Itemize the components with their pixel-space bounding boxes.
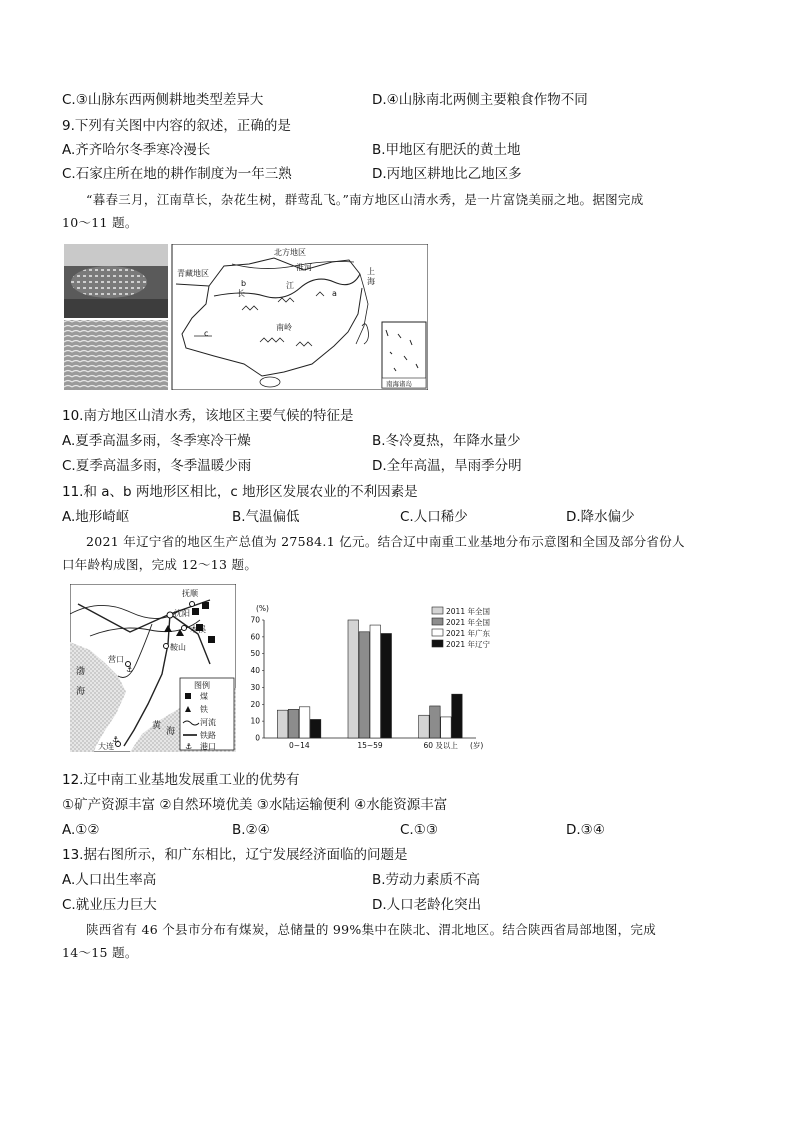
label-a: a — [332, 289, 337, 298]
chart-legend-swatch — [432, 607, 443, 614]
q9-option-b: B.甲地区有肥沃的黄土地 — [372, 142, 521, 158]
q11-stem: 11.和 a、b 两地形区相比，c 地形区发展农业的不利因素是 — [62, 484, 418, 500]
chart-x-tick-label: 0~14 — [289, 741, 310, 750]
label-shenyang: 沈阳 — [174, 609, 190, 618]
label-nanling: 南岭 — [276, 323, 292, 332]
passage2-line2: 口年龄构成图，完成 12～13 题。 — [62, 557, 258, 572]
q13-option-b: B.劳动力素质不高 — [372, 872, 481, 888]
q9-stem: 9.下列有关图中内容的叙述，正确的是 — [62, 118, 291, 134]
chart-legend-label: 2011 年全国 — [446, 607, 490, 616]
label-jiang: 江 — [286, 281, 294, 290]
q10-stem: 10.南方地区山清水秀，该地区主要气候的特征是 — [62, 408, 354, 424]
chart-x-tick-label: 60 及以上 — [423, 741, 458, 750]
legend-railway: 铁路 — [200, 731, 216, 740]
passage3-line2: 14～15 题。 — [62, 945, 138, 960]
age-chart-svg — [246, 600, 514, 756]
south-china-svg — [64, 244, 428, 390]
q10-option-a: A.夏季高温多雨，冬季寒冷干燥 — [62, 433, 251, 449]
label-qingzang: 青藏地区 — [177, 269, 209, 278]
terrace-photo — [64, 320, 168, 390]
label-anshan: 鞍山 — [170, 643, 186, 652]
chart-bar — [381, 633, 392, 738]
q10-option-d: D.全年高温，旱雨季分明 — [372, 458, 522, 474]
label-shanghai-2: 海 — [367, 277, 375, 286]
chart-bar — [277, 710, 288, 738]
anchor-icon: ⚓ — [185, 742, 193, 751]
passage2-line1: 2021 年辽宁省的地区生产总值为 27584.1 亿元。结合辽中南重工业基地分布示意图和全国及部分省份人 — [86, 534, 685, 549]
port-icon: ⚓ — [112, 735, 120, 744]
q12-option-a: A.①② — [62, 822, 100, 838]
passage1-line2: 10～11 题。 — [62, 215, 138, 230]
chart-bar — [370, 625, 381, 738]
chart-y-tick-label: 30 — [250, 682, 260, 692]
label-yingkou: 营口 — [108, 655, 124, 664]
legend-port: 港口 — [200, 742, 216, 751]
q13-option-c: C.就业压力巨大 — [62, 897, 157, 913]
chart-bar — [430, 706, 441, 738]
q12-choices: ①矿产资源丰富 ②自然环境优美 ③水陆运输便利 ④水能资源丰富 — [62, 797, 448, 813]
coal-icon — [185, 693, 191, 699]
q9-option-a: A.齐齐哈尔冬季寒冷漫长 — [62, 142, 211, 158]
chart-bar — [441, 717, 452, 738]
chart-legend-swatch — [432, 640, 443, 647]
q9-option-c: C.石家庄所在地的耕作制度为一年三熟 — [62, 166, 292, 182]
chart-x-unit: (岁) — [470, 741, 484, 750]
label-huang: 黄 — [152, 721, 162, 731]
legend-river: 河流 — [200, 718, 216, 727]
age-structure-chart — [246, 600, 514, 756]
liaoning-map-svg — [70, 584, 236, 752]
chart-y-tick-label: 50 — [250, 649, 260, 659]
q11-option-d: D.降水偏少 — [566, 509, 635, 525]
q8-option-c: C.③山脉东西两侧耕地类型差异大 — [62, 92, 264, 108]
label-c: c — [204, 329, 209, 338]
q11-option-c: C.人口稀少 — [400, 509, 468, 525]
chart-bar — [419, 715, 430, 738]
chart-y-unit: (%) — [256, 604, 269, 613]
chart-y-tick-label: 10 — [250, 716, 260, 726]
passage3-line1: 陕西省有 46 个县市分布有煤炭，总储量的 99%集中在陕北、渭北地区。结合陕西省局部地图，完成 — [86, 922, 657, 937]
label-hai2: 海 — [166, 727, 176, 737]
label-bo: 渤 — [76, 667, 86, 677]
chart-bar — [452, 694, 463, 738]
q13-stem: 13.据右图所示，和广东相比，辽宁发展经济面临的问题是 — [62, 847, 408, 863]
q12-option-d: D.③④ — [566, 822, 605, 838]
legend-iron: 铁 — [200, 705, 208, 714]
label-shanghai-1: 上 — [367, 267, 375, 276]
q11-option-b: B.气温偏低 — [232, 509, 300, 525]
chart-legend-label: 2021 年辽宁 — [446, 640, 490, 649]
chart-bar — [348, 620, 359, 738]
chart-bar — [310, 719, 321, 738]
q13-option-a: A.人口出生率高 — [62, 872, 157, 888]
chart-x-tick-label: 15~59 — [357, 741, 383, 750]
chart-y-tick-label: 40 — [250, 666, 260, 676]
chart-bar — [359, 632, 370, 738]
chart-legend-label: 2021 年全国 — [446, 618, 490, 627]
chart-legend-swatch — [432, 629, 443, 636]
chart-bar — [299, 707, 310, 738]
label-north-region: 北方地区 — [274, 248, 306, 257]
liaoning-map-figure — [70, 584, 236, 752]
q11-option-a: A.地形崎岖 — [62, 509, 130, 525]
q10-option-b: B.冬冷夏热，年降水量少 — [372, 433, 521, 449]
label-chang: 长 — [237, 289, 245, 298]
chart-y-tick-label: 70 — [250, 615, 260, 625]
legend-title: 图例 — [194, 681, 210, 690]
port-icon: ⚓ — [126, 665, 134, 674]
legend-coal: 煤 — [200, 692, 208, 701]
label-b: b — [241, 279, 247, 288]
label-fushun: 抚顺 — [182, 589, 198, 598]
q12-option-c: C.①③ — [400, 822, 438, 838]
chart-bar — [288, 709, 299, 738]
q12-option-b: B.②④ — [232, 822, 270, 838]
q10-option-c: C.夏季高温多雨，冬季温暖少雨 — [62, 458, 252, 474]
label-hai: 海 — [76, 687, 86, 697]
chart-legend-swatch — [432, 618, 443, 625]
chart-y-tick-label: 60 — [250, 632, 260, 642]
q9-option-d: D.丙地区耕地比乙地区多 — [372, 166, 522, 182]
label-huaihe: 淮河 — [296, 263, 312, 272]
chart-legend-label: 2021 年广东 — [446, 629, 490, 638]
label-nanhai: 南海诸岛 — [386, 380, 412, 388]
label-benxi: 本溪 — [190, 625, 206, 634]
label-dalian: 大连 — [98, 742, 114, 751]
chart-y-tick-label: 0 — [255, 733, 260, 743]
q13-option-d: D.人口老龄化突出 — [372, 897, 482, 913]
q12-stem: 12.辽中南工业基地发展重工业的优势有 — [62, 772, 300, 788]
south-china-figure — [64, 244, 428, 390]
chart-y-tick-label: 20 — [250, 699, 260, 709]
passage1-line1: “暮春三月，江南草长，杂花生树，群莺乱飞。”南方地区山清水秀，是一片富饶美丽之地。据图完成 — [86, 192, 644, 207]
q8-option-d: D.④山脉南北两侧主要粮食作物不同 — [372, 92, 588, 108]
